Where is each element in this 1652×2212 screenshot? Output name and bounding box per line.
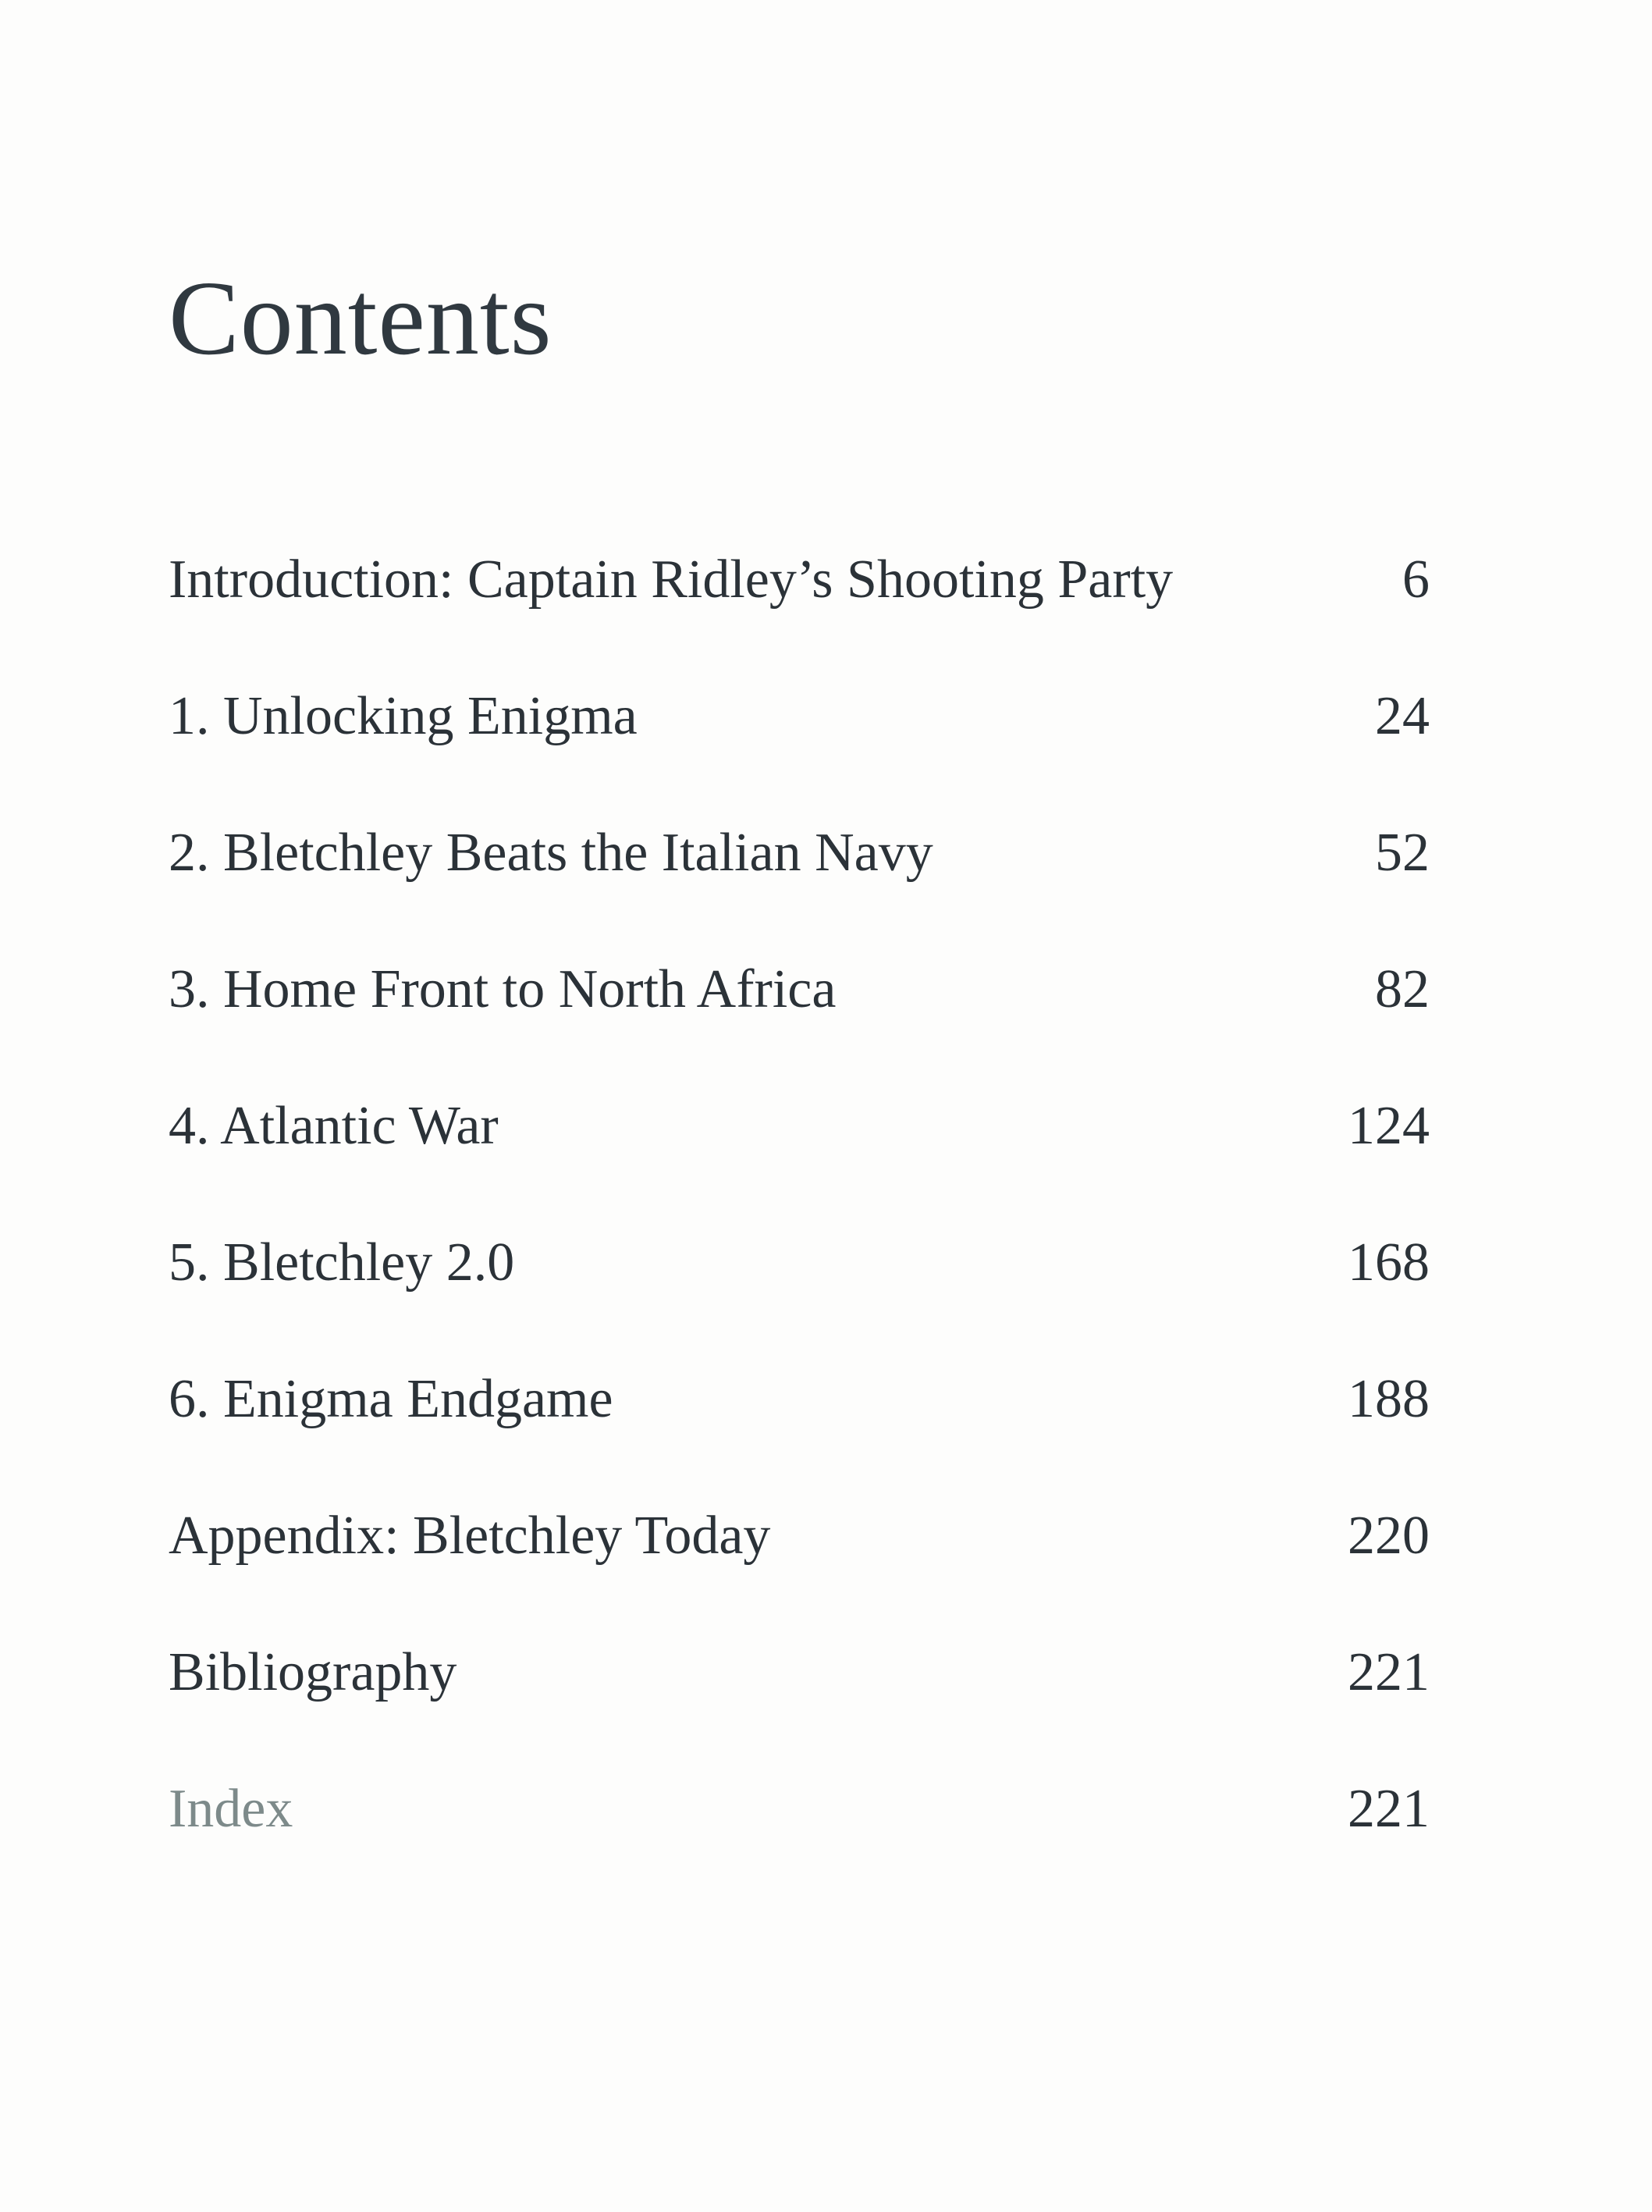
- toc-entry-page: 124: [1348, 1096, 1430, 1156]
- toc-entry-label: 1. Unlocking Enigma: [169, 686, 638, 746]
- toc-entry: [169, 1776, 1430, 1912]
- toc-entry: [169, 683, 1430, 820]
- toc-entry-page: 168: [1348, 1232, 1430, 1293]
- toc-entry-label: 3. Home Front to North Africa: [169, 959, 837, 1019]
- toc-entry-page: 221: [1348, 1779, 1430, 1839]
- toc-entry-page: 220: [1348, 1506, 1430, 1566]
- toc-entry-page: 188: [1348, 1369, 1430, 1429]
- table-of-contents: [169, 546, 1430, 1912]
- toc-entry-page: 221: [1348, 1642, 1430, 1702]
- toc-entry-label: 4. Atlantic War: [169, 1096, 499, 1156]
- toc-entry-label: 2. Bletchley Beats the Italian Navy: [169, 823, 933, 883]
- toc-entry: [169, 956, 1430, 1093]
- toc-entry-page: 6: [1402, 549, 1430, 610]
- page-title: Contents: [169, 260, 552, 377]
- toc-entry-label: Introduction: Captain Ridley’s Shooting Party: [169, 549, 1174, 610]
- toc-entry: [169, 546, 1430, 683]
- toc-entry: [169, 1093, 1430, 1229]
- toc-entry-label: 5. Bletchley 2.0: [169, 1232, 515, 1293]
- toc-entry: [169, 1503, 1430, 1639]
- toc-entry-label: 6. Enigma Endgame: [169, 1369, 613, 1429]
- toc-entry: [169, 1366, 1430, 1503]
- toc-entry: [169, 1229, 1430, 1366]
- toc-entry-page: 52: [1375, 823, 1430, 883]
- toc-entry-label: Index: [169, 1779, 293, 1839]
- toc-entry-label: Bibliography: [169, 1642, 457, 1702]
- toc-entry-page: 82: [1375, 959, 1430, 1019]
- toc-entry: [169, 820, 1430, 956]
- toc-entry: [169, 1639, 1430, 1776]
- toc-entry-label: Appendix: Bletchley Today: [169, 1506, 771, 1566]
- toc-entry-page: 24: [1375, 686, 1430, 746]
